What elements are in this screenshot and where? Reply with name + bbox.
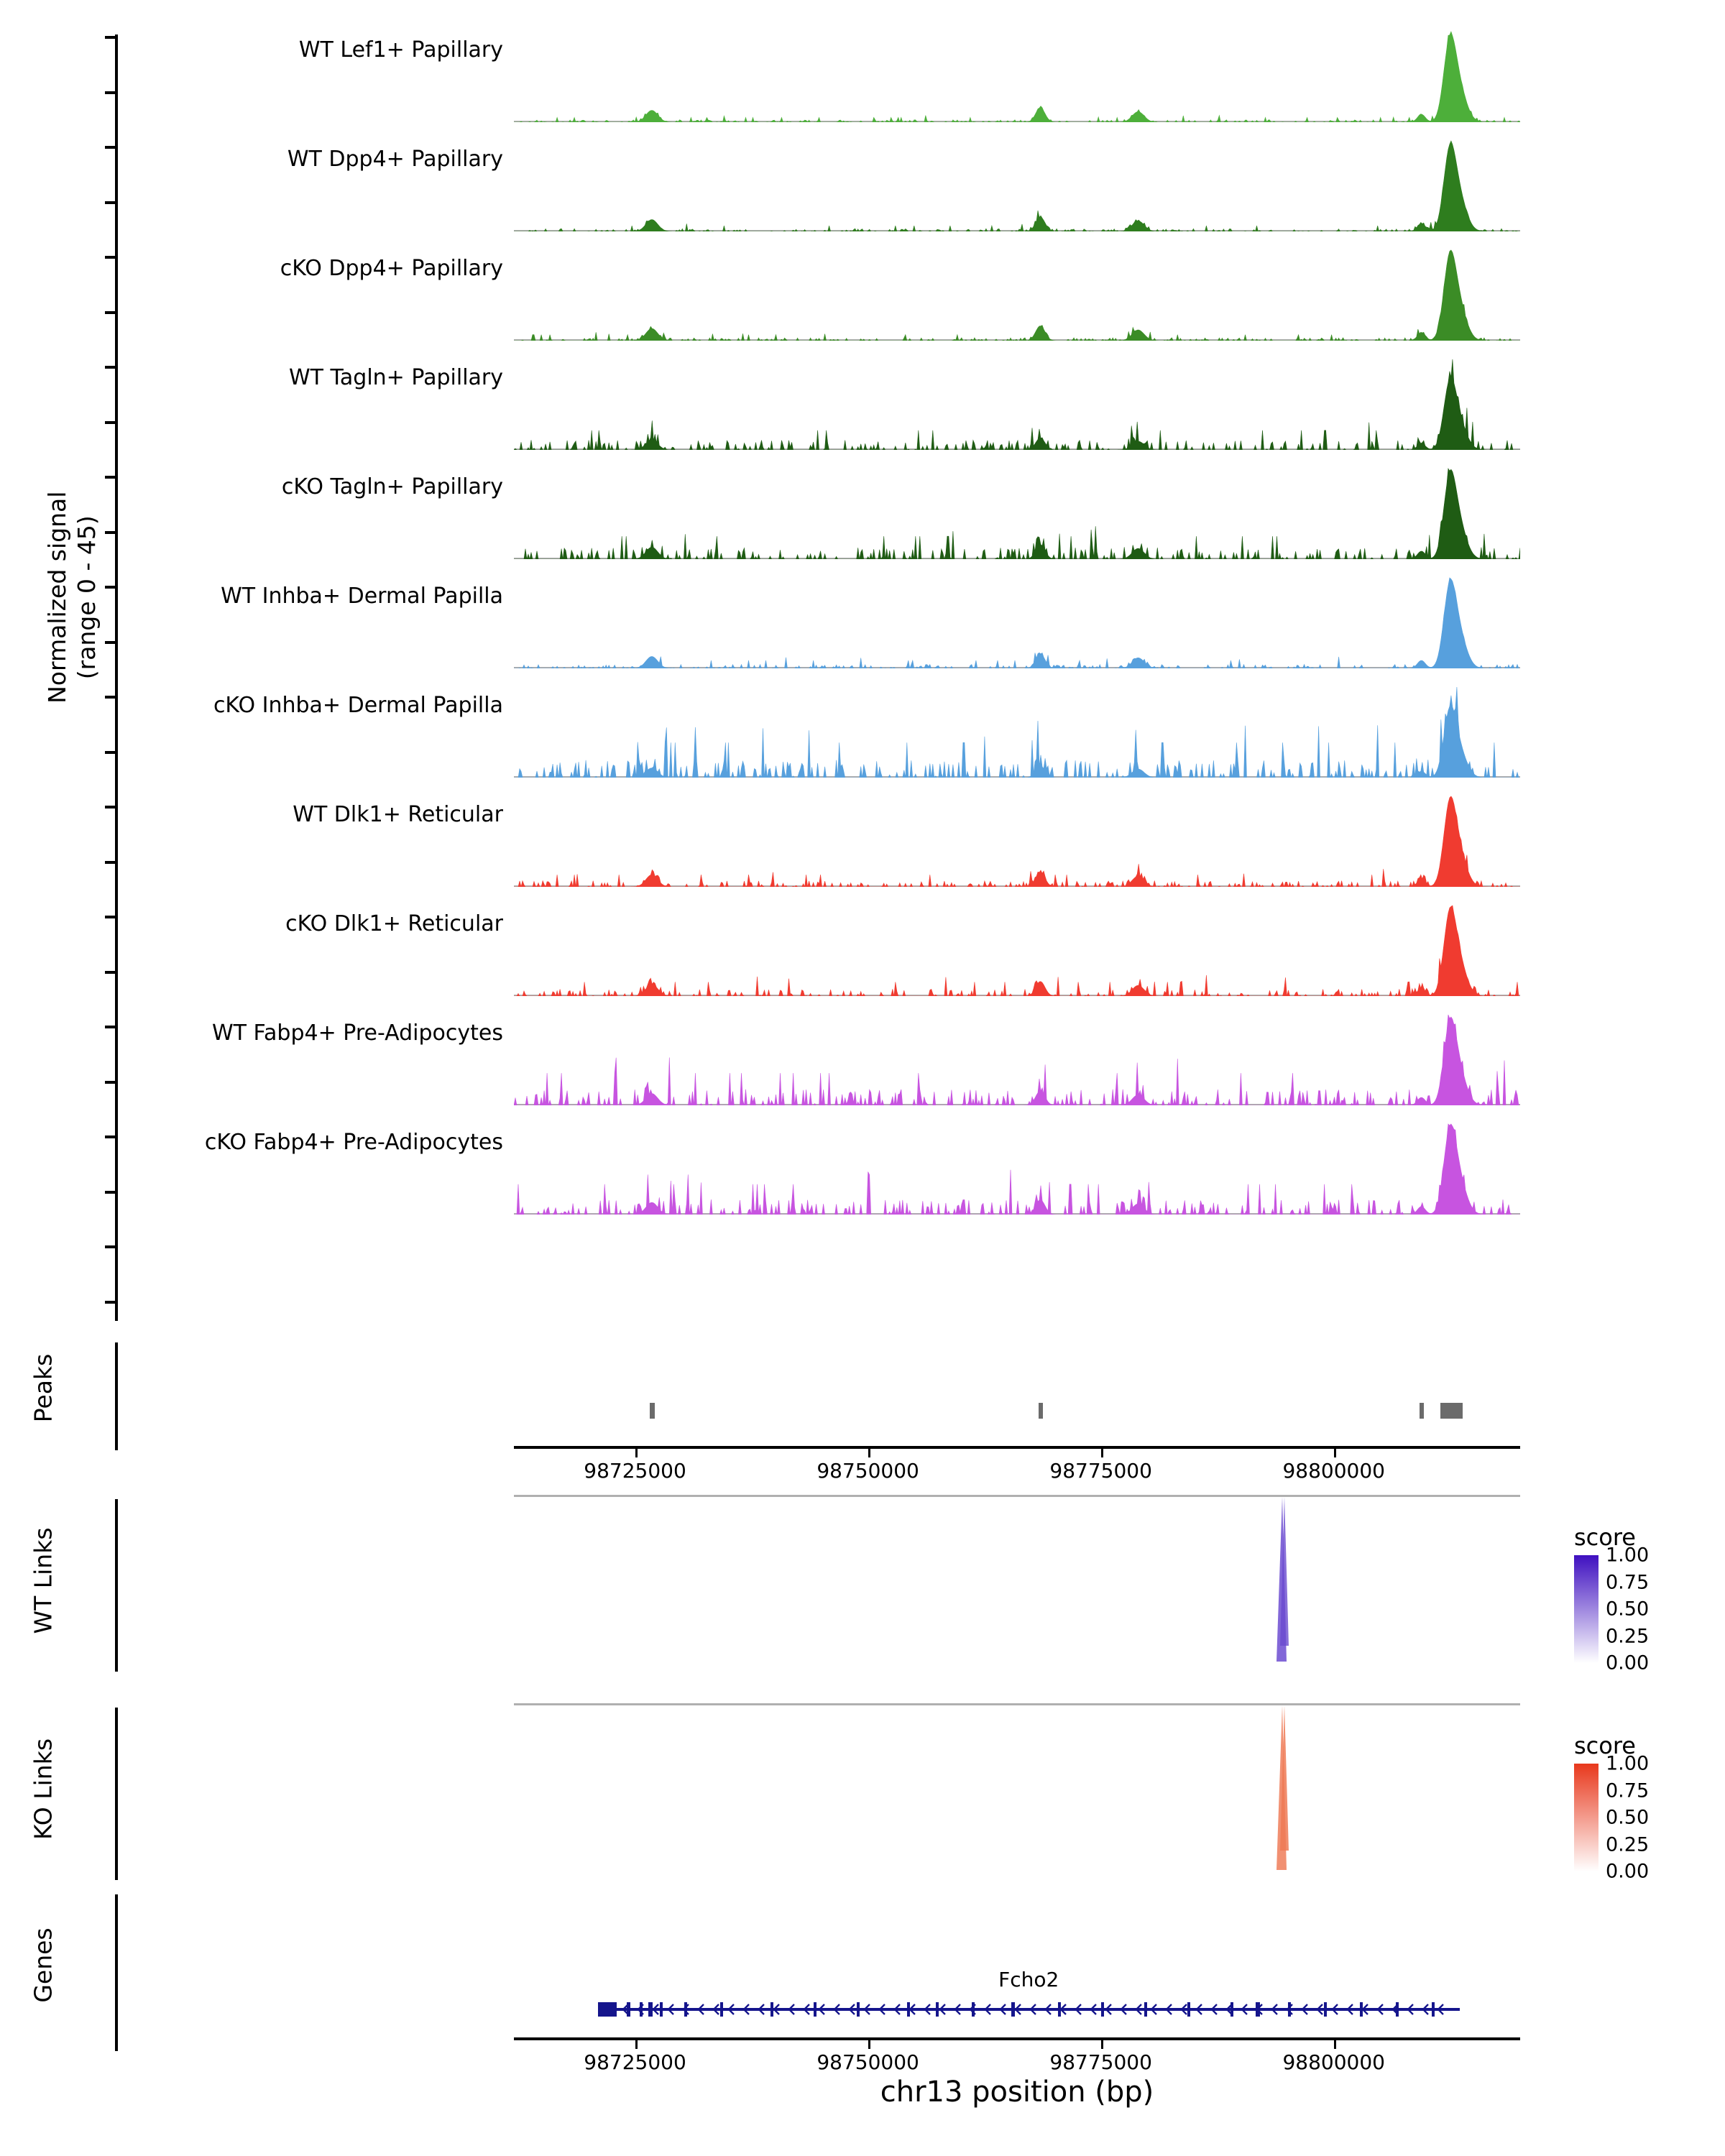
x-axis-tick-label: 98800000: [1282, 2050, 1385, 2074]
x-axis-bottom: [514, 2037, 1520, 2081]
track-signal-plot: [514, 786, 1520, 895]
y-axis-tick: [105, 1135, 118, 1138]
x-axis-tick: [635, 2040, 638, 2049]
track-label: cKO Dlk1+ Reticular: [285, 911, 503, 936]
track-signal-plot: [514, 895, 1520, 1005]
x-axis-tick: [868, 1449, 870, 1457]
track-signal-curve: [514, 684, 1520, 778]
ko-legend-title: score: [1574, 1732, 1636, 1759]
wt-legend-ticks: [1606, 1544, 1685, 1674]
wt-links-label: WT Links: [29, 1527, 58, 1634]
coverage-track: [122, 240, 1560, 349]
track-signal-plot: [514, 568, 1520, 677]
peaks-plot: [514, 1337, 1520, 1452]
x-axis-tick-label: 98750000: [816, 1459, 919, 1483]
peak-marker: [1420, 1403, 1424, 1419]
genes-plot: [514, 1890, 1520, 2055]
peak-marker: [1039, 1403, 1043, 1419]
ko-legend-ticks: [1606, 1752, 1685, 1883]
coverage-track: [122, 131, 1560, 240]
coverage-track: [122, 895, 1560, 1005]
genes-axis-bar: [115, 1894, 118, 2051]
track-label: cKO Inhba+ Dermal Papilla: [213, 693, 503, 718]
genes-panel: [0, 1890, 1567, 2109]
track-signal-plot: [514, 677, 1520, 786]
coverage-track: [122, 459, 1560, 568]
track-signal-plot: [514, 1005, 1520, 1114]
track-signal-curve: [514, 247, 1520, 341]
track-signal-plot: [514, 349, 1520, 459]
x-axis-bottom-line: [514, 2037, 1520, 2040]
track-signal-curve: [514, 575, 1520, 668]
wt-links-topline: [514, 1495, 1520, 1497]
legend-tick-label: 0.25: [1606, 1625, 1650, 1647]
x-axis-top: [514, 1446, 1520, 1489]
peaks-axis-bar: [115, 1342, 118, 1450]
y-axis-tick: [105, 1245, 118, 1248]
gene-name-label: Fcho2: [998, 1968, 1059, 1991]
track-signal-plot: [514, 459, 1520, 568]
track-label: WT Fabp4+ Pre-Adipocytes: [212, 1021, 503, 1046]
x-axis-tick-label: 98725000: [584, 2050, 686, 2074]
y-axis-tick: [105, 201, 118, 204]
y-axis-tick: [105, 1301, 118, 1304]
track-label: cKO Fabp4+ Pre-Adipocytes: [204, 1130, 503, 1155]
x-axis-top-line: [514, 1446, 1520, 1449]
x-axis-tick-label: 98725000: [584, 1459, 686, 1483]
track-label: WT Tagln+ Papillary: [289, 365, 503, 390]
x-axis-tick-label: 98775000: [1049, 1459, 1152, 1483]
coverage-track: [122, 349, 1560, 459]
y-axis-tick: [105, 476, 118, 479]
y-axis-tick: [105, 751, 118, 754]
wt-link-arcs: [514, 1495, 1520, 1667]
peaks-panel: [0, 1337, 1567, 1483]
legend-tick-label: 1.00: [1606, 1544, 1650, 1567]
track-signal-curve: [514, 903, 1520, 996]
x-axis-tick: [1101, 1449, 1103, 1457]
ko-links-axis-bar: [115, 1708, 118, 1880]
coverage-track: [122, 677, 1560, 786]
wt-links-axis-bar: [115, 1499, 118, 1672]
track-signal-plot: [514, 22, 1520, 131]
track-signal-plot: [514, 1114, 1520, 1223]
track-label: WT Lef1+ Papillary: [298, 37, 503, 63]
ko-links-plot: [514, 1703, 1520, 1876]
track-label: WT Inhba+ Dermal Papilla: [221, 584, 503, 609]
y-axis-tick: [105, 256, 118, 259]
gene-model[interactable]: [598, 2001, 1460, 2017]
legend-tick-label: 0.50: [1606, 1598, 1650, 1621]
wt-links-legend: [1574, 1524, 1685, 1674]
ko-links-panel: [0, 1703, 1650, 1883]
track-label: cKO Tagln+ Papillary: [281, 474, 503, 499]
x-axis-tick: [635, 1449, 638, 1457]
y-axis-tick: [105, 91, 118, 94]
legend-tick-label: 0.75: [1606, 1779, 1650, 1802]
y-axis-tick: [105, 641, 118, 644]
track-signal-curve: [514, 356, 1520, 450]
ko-links-label: KO Links: [29, 1738, 58, 1841]
genes-label: Genes: [29, 1927, 58, 2003]
track-label: cKO Dpp4+ Papillary: [280, 256, 503, 281]
y-axis-label-line1: Normalized signal: [42, 491, 71, 704]
y-axis-tick: [105, 366, 118, 369]
track-signal-curve: [514, 138, 1520, 231]
legend-tick-label: 1.00: [1606, 1752, 1650, 1775]
y-axis-line: [115, 34, 118, 1321]
x-axis-tick: [868, 2040, 870, 2049]
y-axis-tick: [105, 311, 118, 314]
y-axis-tick: [105, 806, 118, 808]
x-axis-tick-label: 98775000: [1049, 2050, 1152, 2074]
ko-link-arcs: [514, 1703, 1520, 1876]
track-signal-curve: [514, 793, 1520, 887]
peak-marker: [1440, 1403, 1463, 1419]
y-axis-tick: [105, 696, 118, 699]
track-signal-curve: [514, 1012, 1520, 1105]
peak-marker: [650, 1403, 654, 1419]
y-axis-tick: [105, 36, 118, 39]
x-axis-tick-label: 98750000: [816, 2050, 919, 2074]
ko-links-legend: [1574, 1732, 1685, 1883]
coverage-track: [122, 1005, 1560, 1114]
track-label: WT Dpp4+ Papillary: [287, 147, 503, 172]
coverage-tracks-panel: [0, 22, 1567, 1330]
coverage-track: [122, 1114, 1560, 1223]
peaks-label: Peaks: [29, 1353, 58, 1423]
track-signal-curve: [514, 1121, 1520, 1215]
y-axis-tick: [105, 971, 118, 974]
legend-tick-label: 0.25: [1606, 1833, 1650, 1856]
ko-links-topline: [514, 1703, 1520, 1705]
legend-tick-label: 0.00: [1606, 1651, 1650, 1674]
coverage-track: [122, 568, 1560, 677]
wt-links-plot: [514, 1495, 1520, 1667]
coverage-track: [122, 22, 1560, 131]
y-axis-tick: [105, 916, 118, 918]
wt-legend-gradient: [1574, 1555, 1598, 1663]
y-axis-tick: [105, 861, 118, 864]
x-axis-tick: [1334, 1449, 1336, 1457]
x-axis-tick: [1334, 2040, 1336, 2049]
track-signal-plot: [514, 131, 1520, 240]
track-signal-plot: [514, 240, 1520, 349]
y-axis-tick: [105, 1026, 118, 1028]
y-axis-label: [42, 324, 102, 870]
y-axis-label-line2: (range 0 - 45): [73, 515, 101, 680]
wt-legend-title: score: [1574, 1524, 1636, 1551]
legend-tick-label: 0.00: [1606, 1860, 1650, 1883]
y-axis-tick: [105, 586, 118, 589]
x-axis-tick-label: 98800000: [1282, 1459, 1385, 1483]
gene-model-glyph: [598, 2001, 1460, 2017]
x-axis-tick: [1101, 2040, 1103, 2049]
track-label: WT Dlk1+ Reticular: [293, 802, 503, 827]
y-axis-tick: [105, 531, 118, 534]
y-axis-tick: [105, 1081, 118, 1084]
legend-tick-label: 0.75: [1606, 1571, 1650, 1593]
y-axis-tick: [105, 1191, 118, 1194]
track-signal-curve: [514, 29, 1520, 122]
y-axis-tick: [105, 146, 118, 149]
x-axis-title: chr13 position (bp): [880, 2076, 1154, 2109]
wt-links-panel: [0, 1495, 1650, 1674]
coverage-track: [122, 786, 1560, 895]
track-signal-curve: [514, 466, 1520, 559]
ko-legend-gradient: [1574, 1764, 1598, 1871]
y-axis-tick: [105, 421, 118, 424]
legend-tick-label: 0.50: [1606, 1806, 1650, 1829]
